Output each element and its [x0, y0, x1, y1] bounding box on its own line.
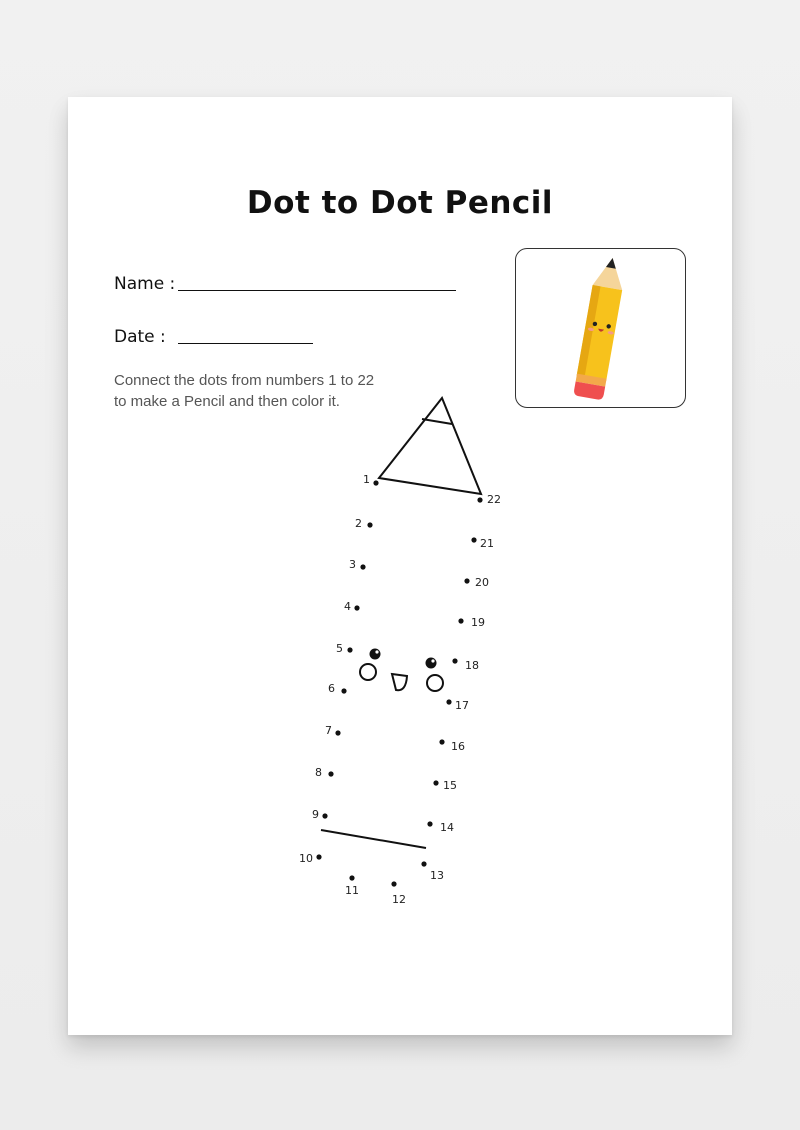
dot-14[interactable]: [427, 821, 432, 826]
dot-18[interactable]: [452, 658, 457, 663]
puzzle-eye-left-shine: [375, 650, 378, 653]
dot-label-10: 10: [299, 852, 313, 865]
dot-label-18: 18: [465, 659, 479, 672]
dot-17[interactable]: [446, 699, 451, 704]
page-title: Dot to Dot Pencil: [246, 185, 554, 221]
dot-label-11: 11: [345, 884, 359, 897]
dot-20[interactable]: [464, 578, 469, 583]
dot-label-9: 9: [312, 808, 319, 821]
instructions-line-1: Connect the dots from numbers 1 to 22: [114, 372, 375, 389]
dot-label-12: 12: [392, 893, 406, 906]
dot-label-13: 13: [430, 869, 444, 882]
dot-1[interactable]: [373, 480, 378, 485]
dot-13[interactable]: [421, 861, 426, 866]
dot-label-5: 5: [336, 642, 343, 655]
dot-label-19: 19: [471, 616, 485, 629]
dot-19[interactable]: [458, 618, 463, 623]
dot-label-22: 22: [487, 493, 501, 506]
dot-15[interactable]: [433, 780, 438, 785]
puzzle-cheek-left: [360, 664, 376, 680]
dot-8[interactable]: [328, 771, 333, 776]
puzzle-mouth: [392, 674, 407, 690]
dot-label-21: 21: [480, 537, 494, 550]
dot-10[interactable]: [316, 854, 321, 859]
dot-label-17: 17: [455, 699, 469, 712]
dot-22[interactable]: [477, 497, 482, 502]
dot-4[interactable]: [354, 605, 359, 610]
dot-label-4: 4: [344, 600, 351, 613]
puzzle-eye-left: [370, 649, 381, 660]
instructions-line-2: to make a Pencil and then color it.: [114, 393, 340, 410]
puzzle-eye-right-shine: [431, 659, 434, 662]
dot-7[interactable]: [335, 730, 340, 735]
dot-3[interactable]: [360, 564, 365, 569]
puzzle-eye-right: [426, 658, 437, 669]
dot-label-15: 15: [443, 779, 457, 792]
dot-5[interactable]: [347, 647, 352, 652]
dot-2[interactable]: [367, 522, 372, 527]
name-label: Name :: [114, 274, 176, 294]
date-label: Date :: [114, 327, 166, 347]
dot-label-14: 14: [440, 821, 454, 834]
dot-label-7: 7: [325, 724, 332, 737]
dot-label-1: 1: [363, 473, 370, 486]
puzzle-cheek-right: [427, 675, 443, 691]
dot-11[interactable]: [349, 875, 354, 880]
dot-label-6: 6: [328, 682, 335, 695]
puzzle-tip-triangle: [379, 398, 481, 494]
dot-9[interactable]: [322, 813, 327, 818]
dot-label-20: 20: [475, 576, 489, 589]
dot-21[interactable]: [471, 537, 476, 542]
dot-16[interactable]: [439, 739, 444, 744]
puzzle-eraser-line: [321, 830, 426, 848]
dot-label-16: 16: [451, 740, 465, 753]
dot-label-2: 2: [355, 517, 362, 530]
puzzle-tip-line: [422, 419, 452, 424]
dot-6[interactable]: [341, 688, 346, 693]
dot-12[interactable]: [391, 881, 396, 886]
dot-label-8: 8: [315, 766, 322, 779]
dot-label-3: 3: [349, 558, 356, 571]
